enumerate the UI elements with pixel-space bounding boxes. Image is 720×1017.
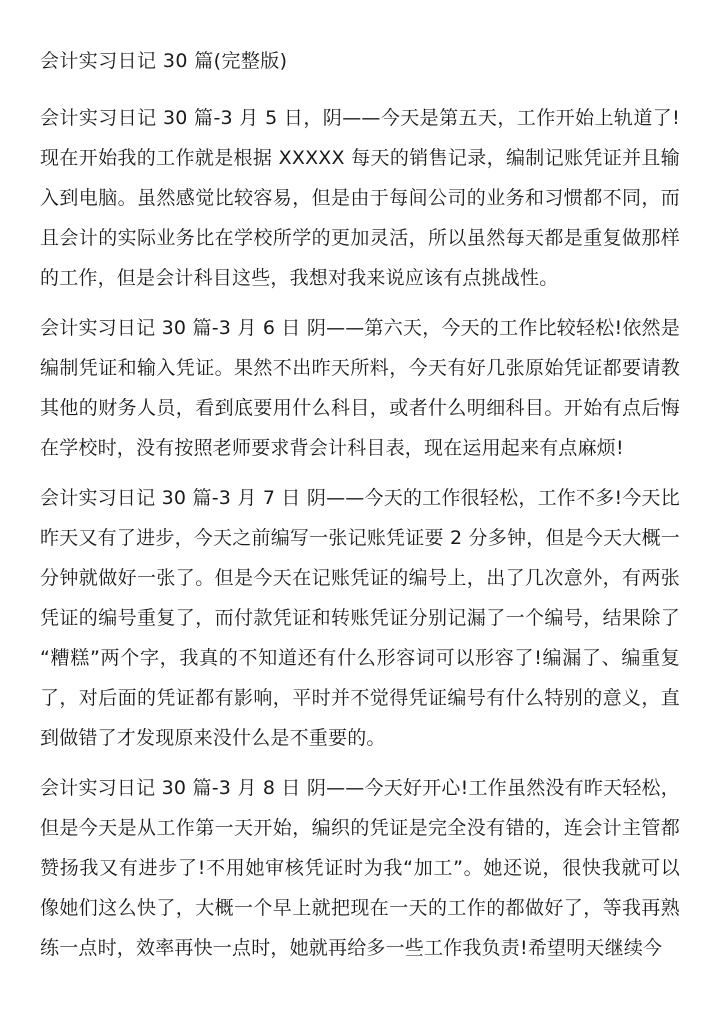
page-title: 会计实习日记 30 篇(完整版)	[40, 50, 288, 72]
diary-entry-march-6: 会计实习日记 30 篇-3 月 6 日 阴——第六天，今天的工作比较轻松!依然是编制凭证和输入凭证。果然不出昨天所料，今天有好几张原始凭证都要请教其他的财务人员，看到底要用什么科目，或者什么明细科目。开始有点后悔在学校时，没有按照老师要求背会计科目表，现在运用起来有点麻烦!	[40, 317, 680, 459]
diary-entry-march-8: 会计实习日记 30 篇-3 月 8 日 阴——今天好开心!工作虽然没有昨天轻松，但是今天是从工作第一天开始，编织的凭证是完全没有错的，连会计主管都赞扬我又有进步了!不用她审核凭证时为我“加工”。她还说，很快我就可以像她们这么快了，大概一个早上就把现在一天的工作的都做好了，等我再熟练一点时，效率再快一点时，她就再给多一些工作我负责!希望明天继续今	[40, 777, 680, 959]
diary-entry-march-7: 会计实习日记 30 篇-3 月 7 日 阴——今天的工作很轻松，工作不多!今天比昨天又有了进步，今天之前编写一张记账凭证要 2 分多钟，但是今天大概一分钟就做好一张了。但是今天在记账凭证的编号上，出了几次意外，有两张凭证的编号重复了，而付款凭证和转账凭证分别记漏了一个编号，结果除了“糟糕”两个字，我真的不知道还有什么形容词可以形容了!编漏了、编重复了，对后面的凭证都有影响，平时并不觉得凭证编号有什么特别的意义，直到做错了才发现原来没什么是不重要的。	[40, 487, 680, 749]
diary-entry-march-5: 会计实习日记 30 篇-3 月 5 日，阴——今天是第五天，工作开始上轨道了!现在开始我的工作就是根据 XXXXX 每天的销售记录，编制记账凭证并且输入到电脑。虽然感觉比较容易，但是由于每间公司的业务和习惯都不同，而且会计的实际业务比在学校所学的更加灵活，所以虽然每天都是重复做那样的工作，但是会计科目这些，我想对我来说应该有点挑战性。	[40, 107, 680, 289]
document-text-column	[40, 44, 680, 968]
